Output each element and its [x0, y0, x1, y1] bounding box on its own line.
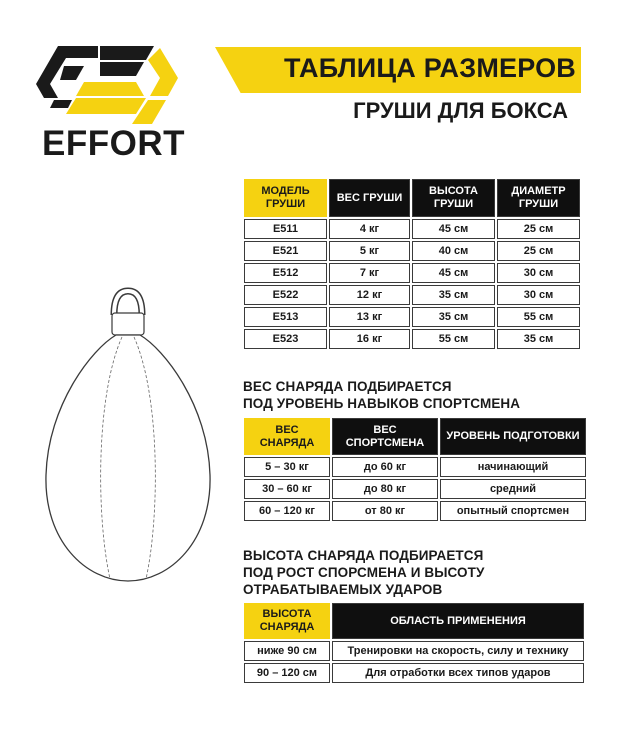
col-application: ОБЛАСТЬ ПРИМЕНЕНИЯ: [332, 603, 584, 639]
cell-level: начинающий: [440, 457, 586, 477]
cell-model: E521: [244, 241, 327, 261]
table-row: [244, 663, 584, 683]
cell-diameter: 30 см: [497, 263, 580, 283]
cell-level: опытный спортсмен: [440, 501, 586, 521]
table-row: [244, 307, 580, 327]
height-table: [242, 601, 586, 685]
table-row: [244, 641, 584, 661]
table-row: [244, 241, 580, 261]
cell-height: 45 см: [412, 263, 495, 283]
cell-height: 40 см: [412, 241, 495, 261]
cell-height: 35 см: [412, 285, 495, 305]
cell-athlete-weight: до 80 кг: [332, 479, 438, 499]
punching-bag-illustration: [40, 285, 216, 585]
cell-application: Для отработки всех типов ударов: [332, 663, 584, 683]
col-bag-weight: ВЕС СНАРЯДА: [244, 418, 330, 455]
cell-bag-weight: 30 – 60 кг: [244, 479, 330, 499]
cell-height: 35 см: [412, 307, 495, 327]
weight-table: [242, 416, 588, 523]
size-table: [242, 177, 582, 351]
weight-table-header: [244, 418, 586, 455]
table-row: [244, 219, 580, 239]
height-table-header: [244, 603, 584, 639]
cell-weight: 12 кг: [329, 285, 410, 305]
table-row: [244, 329, 580, 349]
heading-line: ПОД РОСТ СПОРСМЕНА И ВЫСОТУ: [243, 565, 485, 580]
weight-section-heading: [243, 378, 520, 412]
cell-weight: 13 кг: [329, 307, 410, 327]
table-row: [244, 501, 586, 521]
height-section-heading: [243, 547, 485, 598]
table-row: [244, 285, 580, 305]
brand-name: EFFORT: [42, 124, 185, 163]
cell-bag-weight: 5 – 30 кг: [244, 457, 330, 477]
col-bag-height: ВЫСОТА СНАРЯДА: [244, 603, 330, 639]
cell-bag-height: ниже 90 см: [244, 641, 330, 661]
page-subtitle: ГРУШИ ДЛЯ БОКСА: [353, 98, 568, 123]
cell-model: E522: [244, 285, 327, 305]
cell-diameter: 30 см: [497, 285, 580, 305]
table-row: [244, 479, 586, 499]
cell-application: Тренировки на скорость, силу и технику: [332, 641, 584, 661]
heading-line: ВЕС СНАРЯДА ПОДБИРАЕТСЯ: [243, 379, 452, 394]
cell-diameter: 35 см: [497, 329, 580, 349]
cell-model: E511: [244, 219, 327, 239]
table-row: [244, 263, 580, 283]
cell-bag-weight: 60 – 120 кг: [244, 501, 330, 521]
col-diameter: ДИАМЕТР ГРУШИ: [497, 179, 580, 217]
cell-model: E513: [244, 307, 327, 327]
cell-diameter: 55 см: [497, 307, 580, 327]
cell-weight: 5 кг: [329, 241, 410, 261]
col-height: ВЫСОТА ГРУШИ: [412, 179, 495, 217]
cell-bag-height: 90 – 120 см: [244, 663, 330, 683]
heading-line: ПОД УРОВЕНЬ НАВЫКОВ СПОРТСМЕНА: [243, 396, 521, 411]
cell-weight: 4 кг: [329, 219, 410, 239]
page-title: ТАБЛИЦА РАЗМЕРОВ: [284, 53, 576, 83]
cell-model: E523: [244, 329, 327, 349]
col-model: МОДЕЛЬ ГРУШИ: [244, 179, 327, 217]
cell-model: E512: [244, 263, 327, 283]
cell-diameter: 25 см: [497, 241, 580, 261]
cell-weight: 7 кг: [329, 263, 410, 283]
cell-athlete-weight: от 80 кг: [332, 501, 438, 521]
cell-diameter: 25 см: [497, 219, 580, 239]
col-athlete-weight: ВЕС СПОРТСМЕНА: [332, 418, 438, 455]
table-row: [244, 457, 586, 477]
cell-athlete-weight: до 60 кг: [332, 457, 438, 477]
heading-line: ВЫСОТА СНАРЯДА ПОДБИРАЕТСЯ: [243, 548, 484, 563]
col-weight: ВЕС ГРУШИ: [329, 179, 410, 217]
cell-height: 45 см: [412, 219, 495, 239]
cell-weight: 16 кг: [329, 329, 410, 349]
size-table-header: [244, 179, 580, 217]
cell-height: 55 см: [412, 329, 495, 349]
col-level: УРОВЕНЬ ПОДГОТОВКИ: [440, 418, 586, 455]
cell-level: средний: [440, 479, 586, 499]
heading-line: ОТРАБАТЫВАЕМЫХ УДАРОВ: [243, 582, 443, 597]
